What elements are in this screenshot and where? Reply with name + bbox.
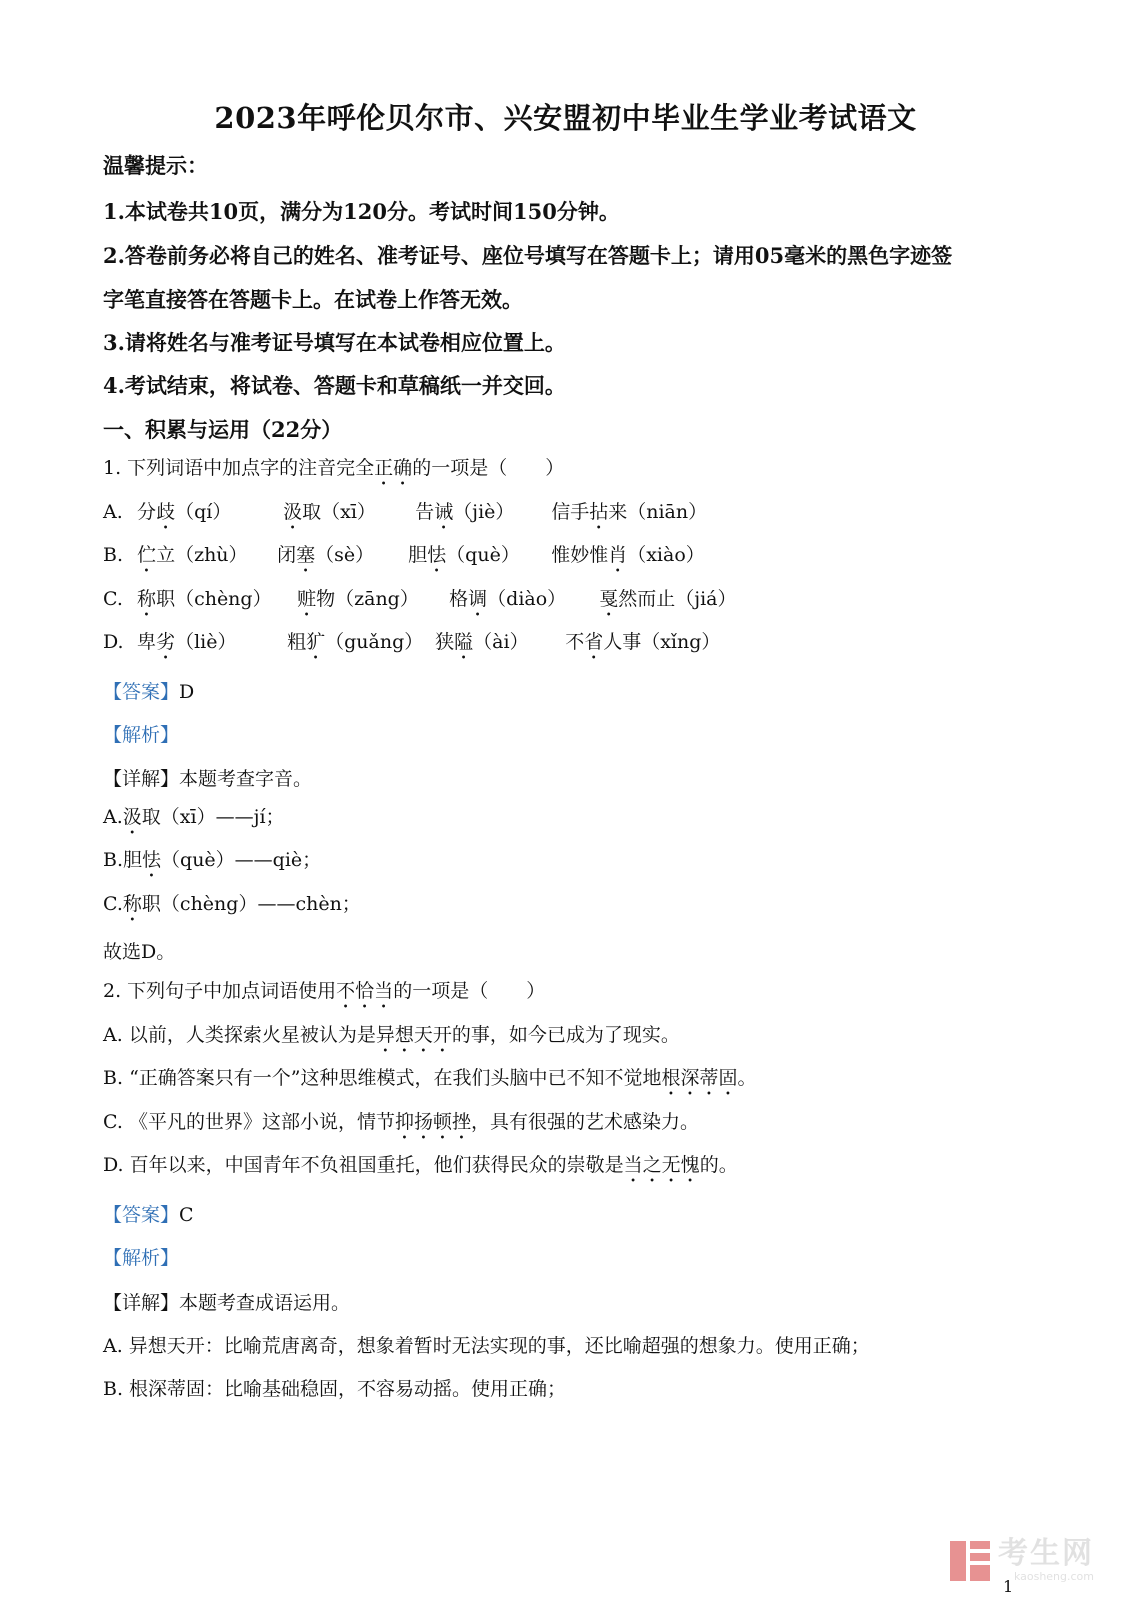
q2-option-b: B. “正确答案只有一个”这种思维模式，在我们头脑中已不知不觉地根深蒂固。 [103,1067,757,1089]
q1-option-b: B. 伫立（zhù） 闭塞（sè） 胆怯（què） 惟妙惟肖（xiào） [103,540,705,577]
option-item: 粗犷（guǎng） [287,631,424,653]
question-2-stem: 2. 下列句子中加点词语使用不恰当的一项是（ ） [103,980,546,1002]
q1-analysis-tag: 【解析】 [103,724,180,746]
option-item: 不省人事（xǐng） [565,631,721,653]
watermark-text: 考生网 [998,1536,1094,1571]
option-item: 狭隘（ài） [435,631,529,653]
answer-value: D [179,681,195,703]
option-item: 信手拈来（niān） [551,501,708,523]
watermark [950,1538,1094,1583]
option-item: 卑劣（liè） [137,631,237,653]
kaosheng-logo-icon [950,1541,990,1581]
option-item: 格调（diào） [449,588,567,610]
option-item: 胆怯（què） [408,544,520,566]
option-item: 分歧（qí） [137,501,232,523]
q1-answer [103,677,194,704]
answer-tag: 【答案】 [103,1204,180,1226]
q2-detail: 【详解】本题考查成语运用。 [103,1292,351,1314]
q2-analysis-tag: 【解析】 [103,1247,180,1269]
q1-option-c: C. 称职（chèng） 赃物（zāng） 格调（diào） 戛然而止（jiá） [103,584,737,621]
q1-note: B.胆怯（què）——qiè； [103,849,322,871]
notice-item: 3.请将姓名与准考证号填写在本试卷相应位置上。 [103,330,566,355]
option-item: 惟妙惟肖（xiào） [551,544,705,566]
q2-note: A. 异想天开：比喻荒唐离奇，想象着暂时无法实现的事，还比喻超强的想象力。使用正确； [103,1335,870,1357]
q2-option-a: A. 以前，人类探索火星被认为是异想天开的事，如今已成为了现实。 [103,1024,680,1046]
q1-conclusion: 故选D。 [103,941,176,963]
q2-note: B. 根深蒂固：比喻基础稳固，不容易动摇。使用正确； [103,1378,567,1400]
answer-value: C [179,1204,194,1226]
option-item: 称职（chèng） [137,588,272,610]
q1-note: C.称职（chèng）——chèn； [103,893,361,915]
notice-heading: 温馨提示： [103,153,208,178]
q1-option-d: D. 卑劣（liè） 粗犷（guǎng） 狭隘（ài） 不省人事（xǐng） [103,627,720,664]
option-item: 赃物（zāng） [297,588,419,610]
option-item: 戛然而止（jiá） [599,588,737,610]
q2-answer [103,1200,194,1227]
option-item: 伫立（zhù） [137,544,248,566]
notice-item: 字笔直接答在答题卡上。在试卷上作答无效。 [103,287,523,312]
section-heading: 一、积累与运用（22分） [103,417,343,442]
answer-tag: 【答案】 [103,681,180,703]
option-item: 闭塞（sè） [277,544,375,566]
notice-item: 4.考试结束，将试卷、答题卡和草稿纸一并交回。 [103,373,566,398]
q1-note: A.汲取（xī）——jí； [103,806,285,828]
q2-option-d: D. 百年以来，中国青年不负祖国重托，他们获得民众的崇敬是当之无愧的。 [103,1154,738,1176]
page-title: 2023年呼伦贝尔市、兴安盟初中毕业生学业考试语文 [214,101,917,135]
q1-option-a: A. 分歧（qí） 汲取（xī） 告诫（jiè） 信手拈来（niān） [103,497,707,534]
q1-detail: 【详解】本题考查字音。 [103,768,313,790]
notice-item: 2.答卷前务必将自己的姓名、准考证号、座位号填写在答题卡上；请用05毫米的黑色字迹签 [103,243,953,268]
question-1-stem: 1. 下列词语中加点字的注音完全正确的一项是（ ） [103,457,565,479]
watermark-subtext: kaosheng.com [1013,1570,1094,1583]
notice-item: 1.本试卷共10页，满分为120分。考试时间150分钟。 [103,199,620,224]
option-item: 汲取（xī） [283,501,376,523]
q2-option-c: C. 《平凡的世界》这部小说，情节抑扬顿挫，具有很强的艺术感染力。 [103,1111,699,1133]
page-number: 1 [1003,1577,1014,1596]
option-item: 告诫（jiè） [415,501,515,523]
